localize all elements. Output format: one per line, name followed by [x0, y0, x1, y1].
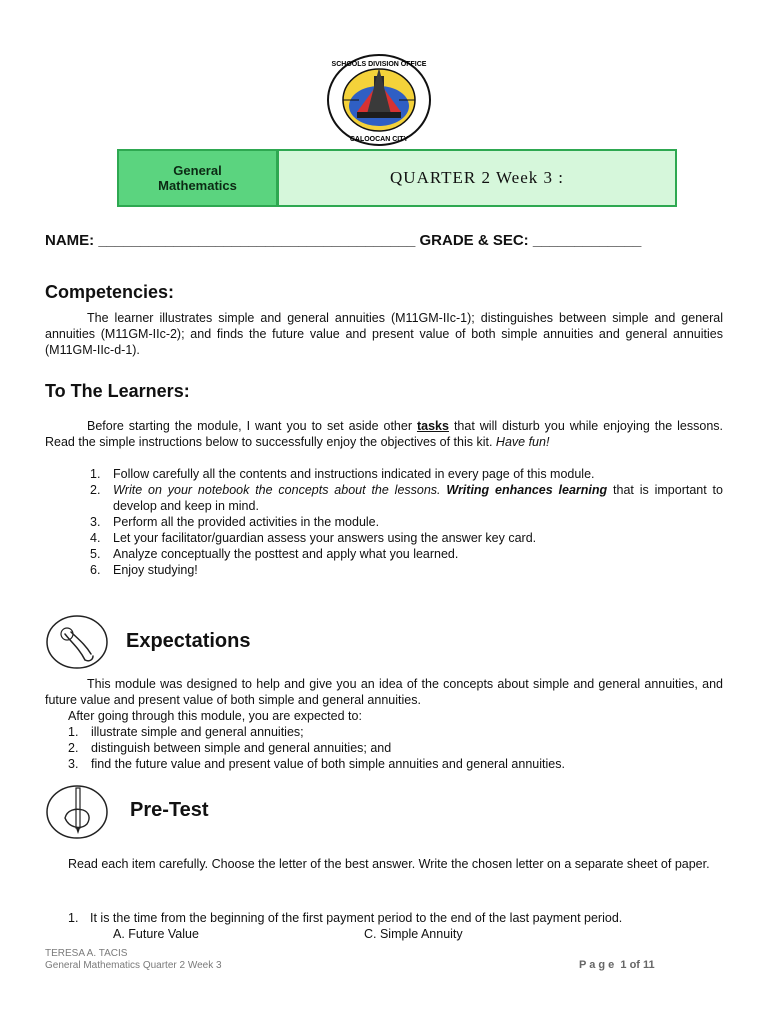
expectations-intro: After going through this module, you are expected to:: [68, 709, 362, 723]
learners-have-fun: Have fun!: [495, 435, 550, 449]
list-item-bold: Writing enhances learning: [446, 483, 608, 497]
page-count: 1 of 11: [620, 959, 655, 971]
list-item-text: Follow carefully all the contents and instructions indicated in every page of this module.: [113, 467, 595, 481]
list-item-text: distinguish between simple and general annuities; and: [91, 741, 392, 755]
expectations-paragraph: This module was designed to help and give you an idea of the concepts about simple and general annuities, and future value and present value of both simple and general annuities.: [45, 677, 723, 707]
competencies-paragraph: The learner illustrates simple and general annuities (M11GM-IIc-1); distinguishes between simple and general annuities (M11GM-IIc-2); and finds the future value and present value of both simple annuities and general annuities (M11GM-IIc-d-1).: [45, 311, 723, 357]
pretest-instructions-text: Read each item carefully. Choose the letter of the best answer. Write the chosen letter on a separate sheet of paper.: [68, 857, 710, 871]
list-item-text: Analyze conceptually the posttest and apply what you learned.: [113, 547, 459, 561]
name-grade-line: NAME: ______________________________________ GRADE & SEC: _____________: [45, 232, 642, 249]
subject-label: General Mathematics: [158, 163, 237, 193]
quarter-box: [277, 149, 677, 207]
list-item-number: 3.: [90, 515, 101, 529]
svg-text:SCHOOLS DIVISION OFFICE: SCHOOLS DIVISION OFFICE: [331, 61, 427, 68]
list-item-text: find the future value and present value of both simple annuities and general annuities.: [91, 757, 565, 771]
learners-instructions-list: [90, 466, 723, 578]
expectations-list: [68, 724, 723, 772]
list-item: [90, 466, 723, 482]
competencies-text: [45, 310, 723, 358]
question-number: 1.: [68, 911, 79, 925]
list-item-number: 1.: [68, 725, 79, 739]
list-item-number: 2.: [68, 741, 79, 755]
footer-course: General Mathematics Quarter 2 Week 3: [45, 960, 222, 971]
list-item: [90, 514, 723, 530]
pencil-hand-icon: [45, 784, 109, 840]
expectations-text: [45, 676, 723, 708]
learners-text-b: that will disturb you while enjoying the lessons. Read the simple instructions below to successfully enjoy the objectives of this kit.: [45, 419, 723, 449]
choice-a: A. Future Value: [113, 927, 199, 941]
list-item-text: Enjoy studying!: [113, 563, 198, 577]
list-item: [90, 482, 723, 514]
list-item-number: 6.: [90, 563, 101, 577]
list-item: [68, 740, 723, 756]
list-item-number: 4.: [90, 531, 101, 545]
choice-c: C. Simple Annuity: [364, 927, 463, 941]
quarter-label: QUARTER 2 Week 3 :: [390, 168, 564, 187]
list-item: [90, 530, 723, 546]
subject-box: [117, 149, 278, 207]
pointing-hand-icon: [45, 614, 109, 670]
list-item-text: illustrate simple and general annuities;: [91, 725, 304, 739]
list-item: [68, 724, 723, 740]
page-number: [579, 959, 655, 971]
pretest-heading: Pre-Test: [130, 799, 209, 821]
learners-heading: To The Learners:: [45, 381, 190, 401]
question-1: [68, 911, 622, 925]
question-text: It is the time from the beginning of the first payment period to the end of the last payment period.: [90, 911, 623, 925]
list-item-italic: Write on your notebook the concepts about the lessons.: [113, 483, 447, 497]
schools-division-seal: [327, 54, 431, 146]
learners-tasks-word: tasks: [416, 419, 449, 433]
list-item-number: 1.: [90, 467, 101, 481]
pretest-instructions: [45, 856, 723, 872]
svg-text:CALOOCAN CITY: CALOOCAN CITY: [349, 136, 409, 143]
expectations-heading: Expectations: [126, 630, 251, 652]
list-item: [90, 546, 723, 562]
list-item-text: Perform all the provided activities in the module.: [113, 515, 380, 529]
competencies-heading: Competencies:: [45, 282, 175, 302]
learners-text: [45, 418, 723, 450]
list-item: [90, 562, 723, 578]
page-label: P a g e: [579, 959, 615, 971]
list-item-text: Let your facilitator/guardian assess your answers using the answer key card.: [113, 531, 537, 545]
list-item-number: 3.: [68, 757, 79, 771]
list-item-number: 2.: [90, 483, 101, 497]
list-item: [68, 756, 723, 772]
list-item-number: 5.: [90, 547, 101, 561]
list-item-text: that is important to develop and keep in mind.: [113, 483, 723, 513]
footer-author: TERESA A. TACIS: [45, 948, 128, 959]
learners-text-a: Before starting the module, I want you to set aside other: [87, 419, 417, 433]
